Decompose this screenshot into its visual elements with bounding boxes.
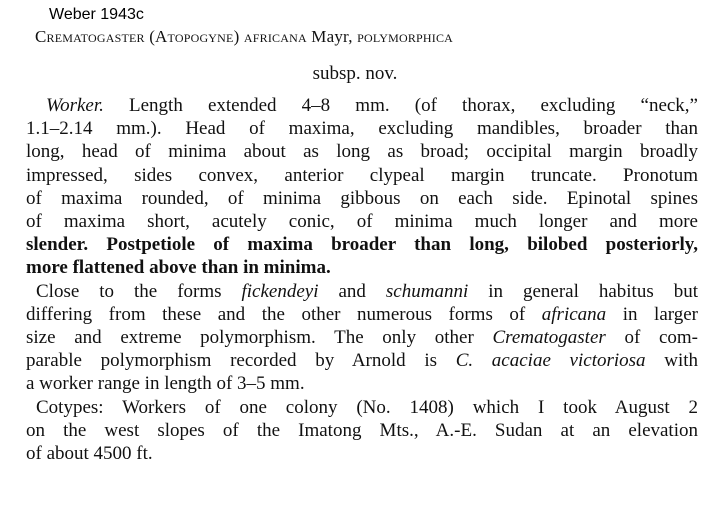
worker-line-3: long, head of minima about as long as broad; occipital margin broadly bbox=[26, 141, 698, 163]
taxon-title bbox=[35, 27, 453, 47]
worker-label: Worker. bbox=[46, 95, 104, 116]
cotypes-line-1: Cotypes: Workers of one colony (No. 1408) which I took August 2 bbox=[36, 396, 698, 418]
comparison-text: in general habitus but bbox=[468, 280, 698, 302]
worker-line-8: more flattened above than in minima. bbox=[26, 257, 331, 279]
worker-line-4: impressed, sides convex, anterior clypeal margin truncate. Pronotum bbox=[26, 164, 698, 186]
cotypes-line-2: on the west slopes of the Imatong Mts., A.-E. Sudan at an elevation bbox=[26, 419, 698, 441]
comparison-line-4 bbox=[26, 349, 698, 372]
comparison-text: differing from these and the other numerous forms of bbox=[26, 303, 542, 325]
comparison-text: Close to the forms bbox=[36, 280, 242, 302]
worker-line-1-text: Length extended 4–8 mm. (of thorax, excluding “neck,” bbox=[103, 95, 698, 116]
worker-line-2: 1.1–2.14 mm.). Head of maxima, excluding mandibles, broader than bbox=[26, 118, 698, 140]
worker-line-7: slender. Postpetiole of maxima broader than long, bilobed posteriorly, bbox=[26, 234, 698, 256]
comparison-text: size and extreme polymorphism. The only other bbox=[26, 327, 493, 349]
comparison-line-1 bbox=[26, 280, 698, 303]
taxon-status: subsp. nov. bbox=[312, 63, 398, 84]
comparison-text: and bbox=[318, 280, 386, 302]
description-body bbox=[26, 94, 698, 465]
comparison-line-2 bbox=[26, 303, 698, 326]
taxon-crematogaster: Crematogaster bbox=[492, 327, 606, 349]
cotypes-line-3: of about 4500 ft. bbox=[26, 443, 153, 465]
subgenus-name: (Atopogyne) bbox=[149, 27, 240, 46]
comparison-text: of com- bbox=[605, 327, 698, 349]
variety-name: polymorphica bbox=[357, 27, 454, 46]
taxon-africana: africana bbox=[541, 303, 607, 325]
taxon-schumanni: schumanni bbox=[385, 280, 469, 302]
genus-name: Crematogaster bbox=[35, 27, 145, 46]
worker-line-1 bbox=[26, 94, 698, 117]
species-name: africana bbox=[243, 27, 307, 46]
taxon-fickendeyi: fickendeyi bbox=[241, 280, 319, 302]
worker-line-5: of maxima rounded, of minima gibbous on each side. Epinotal spines bbox=[26, 187, 698, 209]
citation-label: Weber 1943c bbox=[49, 6, 144, 23]
comparison-text: parable polymorphism recorded by Arnold is bbox=[26, 350, 456, 372]
taxon-acaciae-victoriosa: acaciae victoriosa bbox=[473, 350, 646, 372]
comparison-line-5: a worker range in length of 3–5 mm. bbox=[26, 373, 305, 395]
taxon-abbrev: C. bbox=[455, 350, 474, 372]
comparison-line-3 bbox=[26, 326, 698, 349]
worker-line-6: of maxima short, acutely conic, of minima much longer and more bbox=[26, 211, 698, 233]
comparison-text: with bbox=[645, 350, 698, 372]
comparison-text: in larger bbox=[606, 303, 698, 325]
author-name: Mayr, bbox=[311, 27, 353, 46]
